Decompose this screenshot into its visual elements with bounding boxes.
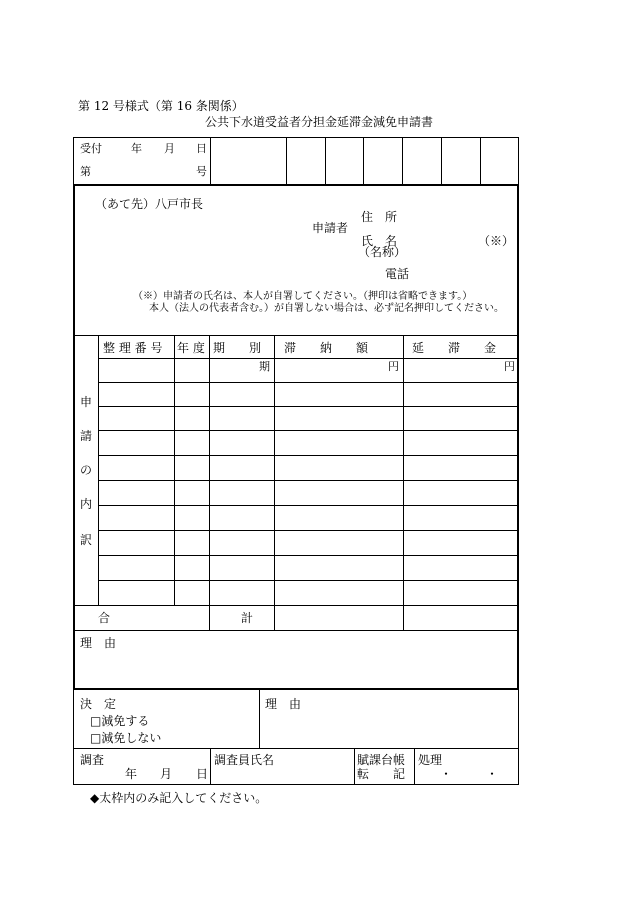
shori-label: 処理	[418, 753, 443, 767]
reception-day: 日	[196, 142, 207, 155]
side-char-3: の	[80, 463, 93, 477]
side-char-5: 訳	[80, 533, 93, 547]
total-label-right: 計	[241, 611, 254, 625]
decision-option-no-genmen[interactable]: □減免しない	[90, 731, 162, 745]
header-nendo: 年 度	[177, 341, 205, 355]
shori-dot-1: ・	[440, 767, 453, 781]
header-entaikin: 延 滞 金	[412, 341, 497, 355]
name-label[interactable]: 氏 名	[361, 234, 398, 248]
unit-yen-tainou: 円	[388, 360, 399, 373]
atesaki: （あて先）八戸市長	[95, 197, 204, 211]
phone-label[interactable]: 電話	[385, 267, 410, 281]
unit-ki: 期	[259, 360, 270, 373]
reception-dai: 第	[80, 165, 91, 178]
decision-label: 決 定	[80, 697, 117, 711]
footer-note: ◆太枠内のみ記入してください。	[90, 791, 268, 805]
applicant-label: 申請者	[312, 221, 349, 235]
reception-label: 受付	[80, 142, 102, 155]
investigator-label: 調査員氏名	[214, 753, 275, 767]
tenki-label: 転 記	[357, 767, 406, 781]
form-number: 第 12 号様式（第 16 条関係）	[78, 99, 244, 113]
header-seiri-bango: 整 理 番 号	[103, 341, 163, 355]
reception-year: 年	[131, 142, 142, 155]
chosa-year: 年	[125, 767, 138, 781]
header-tainougaku: 滞 納 額	[284, 341, 369, 355]
side-char-4: 内	[80, 497, 93, 511]
reason-label: 理 由	[80, 636, 117, 650]
decision-option-genmen[interactable]: □減免する	[90, 714, 150, 728]
note-line-2: 本人（法人の代表者含む。）が自署しない場合は、必ず記名押印してください。	[149, 303, 504, 314]
thick-frame	[73, 184, 519, 690]
address-label[interactable]: 住 所	[361, 210, 398, 224]
note-line-1: （※）申請者の氏名は、本人が自署してください。（押印は省略できます。）	[133, 291, 473, 302]
unit-yen-entai: 円	[504, 360, 515, 373]
header-kibetsu: 期 別	[213, 341, 262, 355]
side-char-1: 申	[80, 395, 93, 409]
decision-reason-label: 理 由	[265, 697, 302, 711]
form-title: 公共下水道受益者分担金延滞金減免申請書	[205, 115, 434, 129]
chosa-month: 月	[160, 767, 173, 781]
name-sub-label: （名称）	[358, 245, 407, 259]
reception-go: 号	[196, 165, 207, 178]
total-label-left: 合	[98, 611, 111, 625]
reception-month: 月	[164, 142, 175, 155]
shori-dot-2: ・	[486, 767, 499, 781]
name-mark: （※）	[478, 234, 515, 248]
side-char-2: 請	[80, 429, 93, 443]
fuka-daicho-label: 賦課台帳	[357, 753, 406, 767]
chosa-label: 調査	[80, 753, 105, 767]
chosa-day: 日	[196, 767, 209, 781]
